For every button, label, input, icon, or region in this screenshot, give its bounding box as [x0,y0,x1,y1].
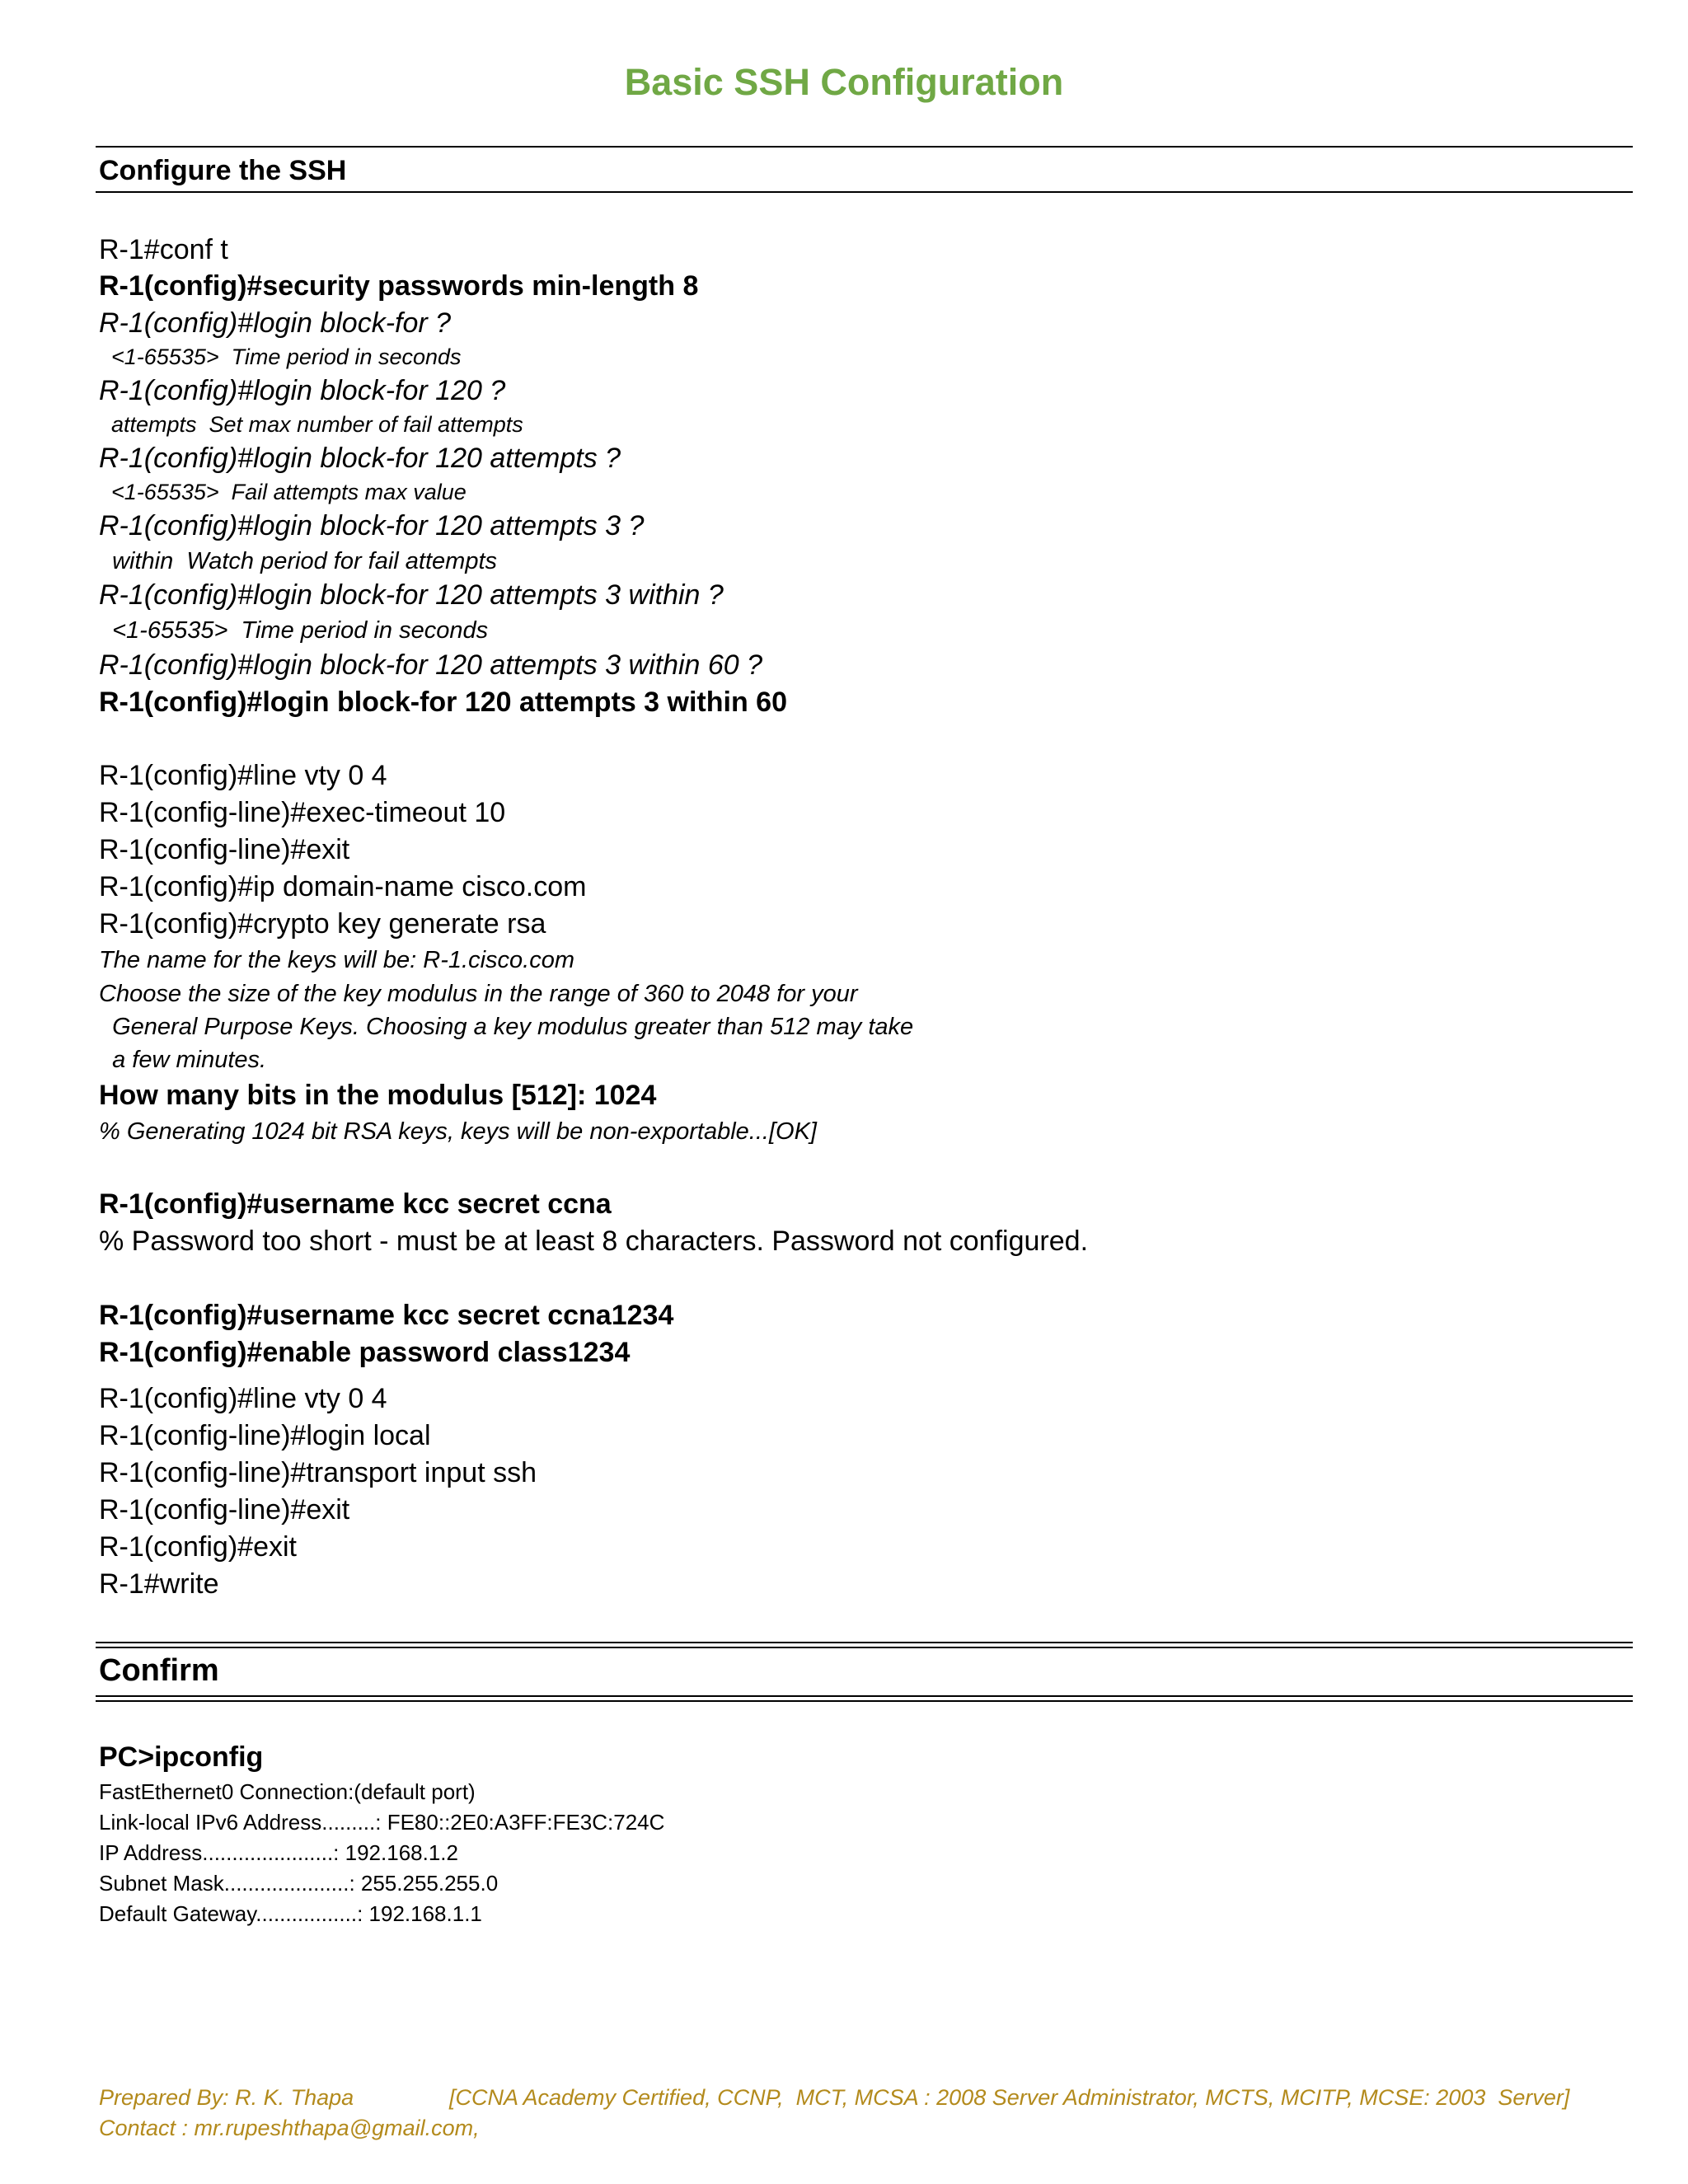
section-heading-configure: Configure the SSH [99,155,347,186]
config-line: R-1(config-line)#login local [99,1420,431,1451]
confirm-rule-top-2 [96,1647,1633,1648]
confirm-rule-bottom-2 [96,1700,1633,1702]
config-line: R-1(config)#username kcc secret ccna [99,1188,612,1220]
config-output-line: a few minutes. [99,1047,267,1073]
config-line: R-1(config-line)#exit [99,834,350,865]
config-output-line: % Generating 1024 bit RSA keys, keys will be non-exportable...[OK] [99,1118,817,1145]
footer-prepared-by: Prepared By: R. K. Thapa [99,2085,354,2110]
config-help-line: within Watch period for fail attempts [99,548,498,574]
confirm-rule-top-1 [96,1642,1633,1643]
confirm-output-line: Default Gateway.................: 192.168.1.1 [99,1901,482,1926]
config-help-line: <1-65535> Fail attempts max value [99,480,467,504]
config-line: R-1(config)#line vty 0 4 [99,760,387,791]
config-line: R-1(config)#security passwords min-length 8 [99,270,699,302]
config-line: R-1(config)#login block-for 120 ? [99,375,506,406]
section-rule-top [96,146,1633,148]
config-line: How many bits in the modulus [512]: 1024 [99,1080,657,1111]
config-line: R-1#write [99,1568,219,1600]
confirm-output-line: Subnet Mask.....................: 255.255.255.0 [99,1871,499,1896]
config-line: R-1(config)#line vty 0 4 [99,1383,387,1414]
config-output-line: % Password too short - must be at least 8 characters. Password not configured. [99,1226,1089,1257]
config-line: R-1(config)#enable password class1234 [99,1337,631,1368]
footer-certifications: [CCNA Academy Certified, CCNP, MCT, MCSA : 2008 Server Administrator, MCTS, MCITP, MCSE: 2003 Server] [449,2085,1570,2110]
config-line: R-1(config)#login block-for 120 attempts 3 within ? [99,579,724,611]
config-line: R-1(config)#username kcc secret ccna1234 [99,1300,674,1331]
config-line: R-1(config)#login block-for ? [99,307,452,339]
config-line: R-1(config)#login block-for 120 attempts 3 within 60 [99,687,787,718]
config-help-line: <1-65535> Time period in seconds [99,344,462,369]
confirm-output-line: Link-local IPv6 Address.........: FE80::2E0:A3FF:FE3C:724C [99,1810,665,1835]
confirm-output-line: FastEthernet0 Connection:(default port) [99,1779,476,1804]
page-title: Basic SSH Configuration [624,61,1064,103]
config-line: R-1(config)#crypto key generate rsa [99,908,546,940]
config-line: R-1#conf t [99,234,228,265]
config-line: R-1(config-line)#transport input ssh [99,1457,537,1488]
section-heading-confirm: Confirm [99,1653,219,1688]
confirm-output-line: IP Address......................: 192.168.1.2 [99,1840,458,1865]
section-rule-bottom [96,191,1633,193]
config-output-line: General Purpose Keys. Choosing a key modulus greater than 512 may take [99,1014,914,1040]
confirm-command: PC>ipconfig [99,1741,264,1773]
config-output-line: Choose the size of the key modulus in the range of 360 to 2048 for your [99,981,858,1007]
config-line: R-1(config)#ip domain-name cisco.com [99,871,587,902]
config-line: R-1(config)#exit [99,1531,297,1563]
config-help-line: <1-65535> Time period in seconds [99,617,489,644]
config-line: R-1(config-line)#exec-timeout 10 [99,797,506,828]
config-line: R-1(config)#login block-for 120 attempts 3 ? [99,510,645,541]
footer-contact: Contact : mr.rupeshthapa@gmail.com, [99,2116,480,2140]
config-output-line: The name for the keys will be: R-1.cisco.com [99,947,574,973]
confirm-rule-bottom-1 [96,1695,1633,1697]
config-line: R-1(config)#login block-for 120 attempts 3 within 60 ? [99,649,763,681]
config-line: R-1(config-line)#exit [99,1494,350,1526]
config-help-line: attempts Set max number of fail attempts [99,412,523,437]
config-line: R-1(config)#login block-for 120 attempts ? [99,443,621,474]
